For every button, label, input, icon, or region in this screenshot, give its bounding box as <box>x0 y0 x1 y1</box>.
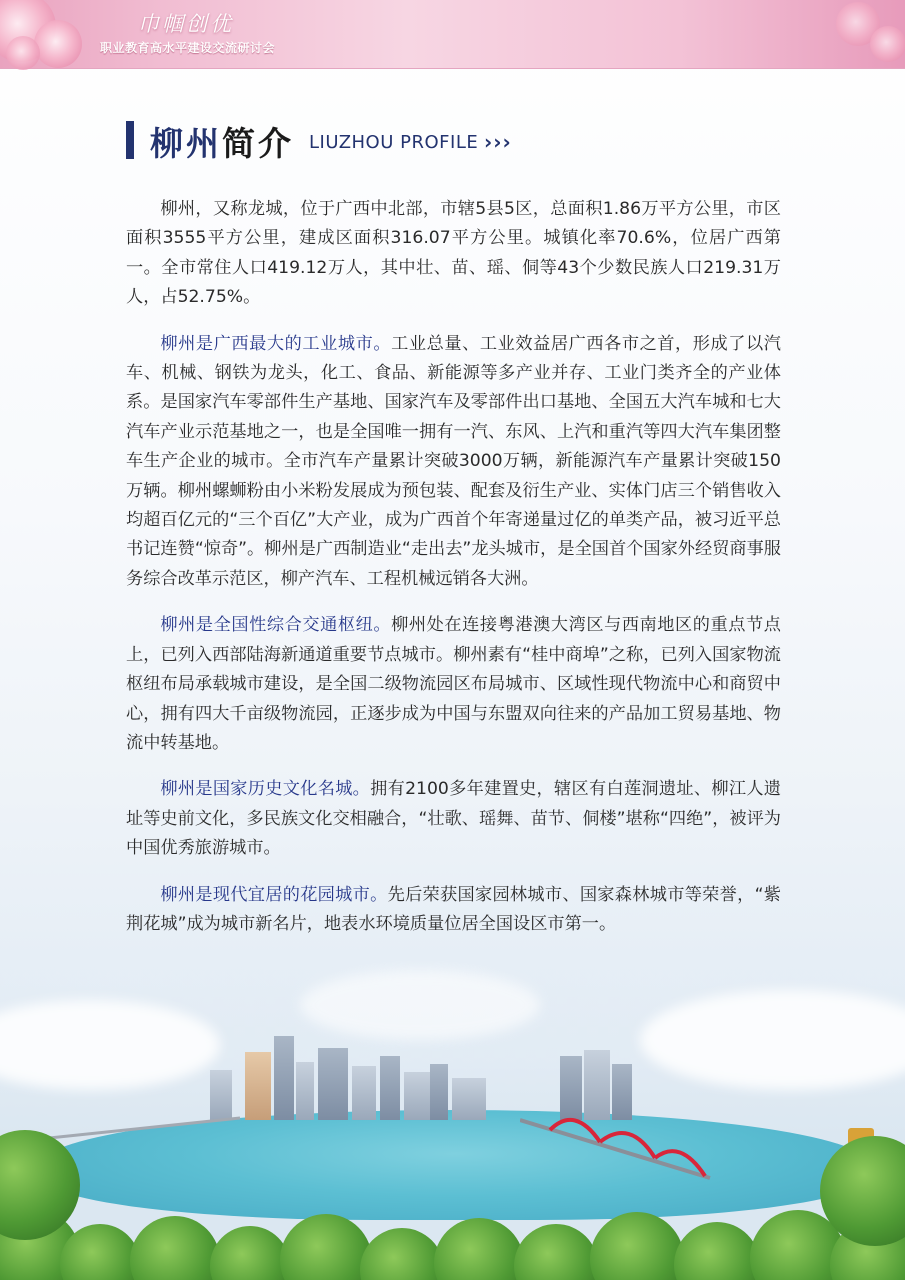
page-header <box>0 0 905 68</box>
flower-decoration <box>6 36 40 70</box>
paragraph <box>126 611 781 758</box>
tree <box>280 1214 372 1280</box>
chevron-right-icon: ››› <box>484 130 512 154</box>
red-arch-bridge <box>520 1110 720 1190</box>
paragraph-text: 工业总量、工业效益居广西各市之首，形成了以汽车、机械、钢铁为龙头，化工、食品、新能源等多产业并存、工业门类齐全的产业体系。是国家汽车零部件生产基地、国家汽车及零部件出口基地、全国五大汽车城和七大汽车产业示范基地之一，也是全国唯一拥有一汽、东风、上汽和重汽等四大汽车集团整车生产企业的城市。全市汽车产量累计突破3000万辆，新能源汽车产量累计突破150万辆。柳州螺蛳粉由小米粉发展成为预包装、配套及衍生产业、实体门店三个销售收入均超百亿元的“三个百亿”大产业，成为广西首个年寄递量过亿的单类产品，被习近平总书记连赞“惊奇”。柳州是广西制造业“走出去”龙头城市，是全国首个国家外经贸商事服务综合改革示范区，柳产汽车、工程机械远销各大洲。 <box>126 333 781 589</box>
page-title-english: LIUZHOU PROFILE <box>309 132 479 153</box>
conference-subtitle: 职业教育高水平建设交流研讨会 <box>100 41 276 55</box>
paragraph <box>126 881 781 940</box>
article-body <box>126 195 781 956</box>
tree <box>434 1218 524 1280</box>
tree <box>210 1226 290 1280</box>
paragraph-highlight: 柳州是全国性综合交通枢纽。 <box>160 615 392 636</box>
building <box>380 1056 400 1120</box>
paragraph-highlight: 柳州是现代宜居的花园城市。 <box>160 884 388 905</box>
building <box>452 1078 486 1120</box>
cloud <box>300 970 540 1040</box>
page-title <box>150 118 294 165</box>
flower-decoration <box>34 20 82 68</box>
tree <box>590 1212 684 1280</box>
title-accent-text: 柳州 <box>150 124 222 163</box>
tree-line <box>0 1200 905 1280</box>
building <box>274 1036 294 1120</box>
tree <box>674 1222 760 1280</box>
building <box>352 1066 376 1120</box>
paragraph-highlight: 柳州是广西最大的工业城市。 <box>160 333 392 354</box>
title-accent-bar <box>126 121 134 159</box>
paragraph-text: 拥有2100多年建置史，辖区有白莲洞遗址、柳江人遗址等史前文化，多民族文化交相融合，“壮歌、瑶舞、苗节、侗楼”堪称“四绝”，被评为中国优秀旅游城市。 <box>126 779 781 859</box>
brand-logo: 巾帼创优 <box>138 12 234 36</box>
flower-decoration <box>870 26 905 62</box>
building <box>296 1062 314 1120</box>
paragraph <box>126 195 781 313</box>
tree <box>130 1216 220 1280</box>
paragraph <box>126 775 781 863</box>
city-skyline-image <box>0 960 905 1280</box>
left-bridge <box>30 1110 250 1150</box>
paragraph-text: 先后荣获国家园林城市、国家森林城市等荣誉，“紫荆花城”成为城市新名片，地表水环境质量位居全国设区市第一。 <box>126 884 781 934</box>
paragraph-highlight: 柳州是国家历史文化名城。 <box>160 779 371 800</box>
title-rest-text: 简介 <box>222 124 294 163</box>
paragraph-text: 柳州处在连接粤港澳大湾区与西南地区的重点节点上，已列入西部陆海新通道重要节点城市。柳州素有“桂中商埠”之称，已列入国家物流枢纽布局承载城市建设，是全国二级物流园区布局城市、区域性现代物流中心和商贸中心，拥有四大千亩级物流园，正逐步成为中国与东盟双向往来的产品加工贸易基地、物流中转基地。 <box>126 615 781 753</box>
paragraph-text: 柳州，又称龙城，位于广西中北部，市辖5县5区，总面积1.86万平方公里，市区面积3555平方公里，建成区面积316.07平方公里。城镇化率70.6%，位居广西第一。全市常住人口419.12万人，其中壮、苗、瑶、侗等43个少数民族人口219.31万人，占52.75%。 <box>126 199 781 308</box>
building <box>318 1048 348 1120</box>
building <box>430 1064 448 1120</box>
building <box>404 1072 432 1120</box>
tree <box>514 1224 598 1280</box>
paragraph <box>126 330 781 595</box>
tree <box>360 1228 444 1280</box>
